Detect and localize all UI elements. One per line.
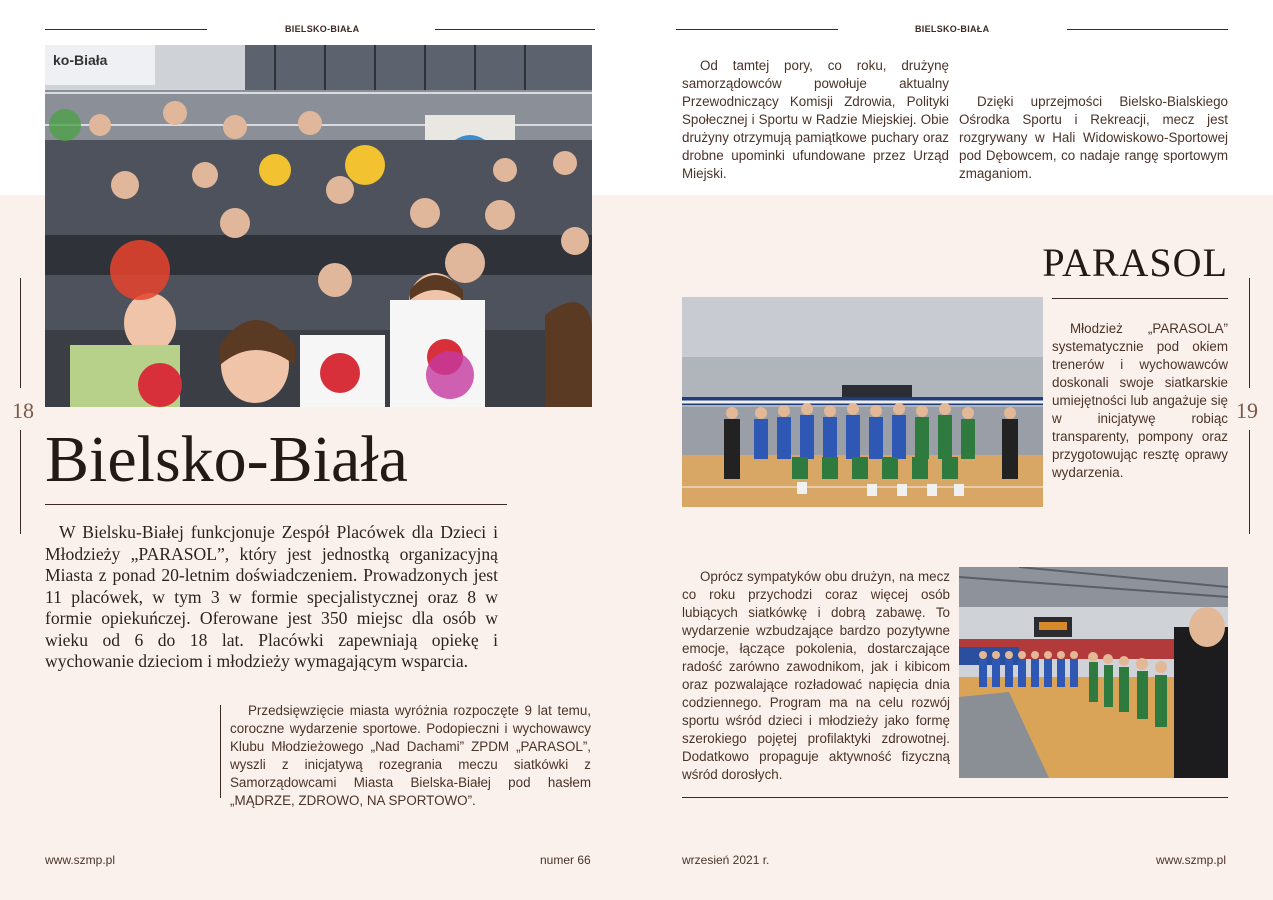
header-rule-right xyxy=(1067,29,1228,30)
page-marker-rule-top xyxy=(20,278,21,388)
lead-paragraph: W Bielsku-Białej funkcjonuje Zespół Placówek dla Dzieci i Młodzieży „PARASOL”, który jest jednostką organizacyjną Miasta z ponad 20-letnim doświadczeniem. Prowadzonych jest 11 placówek, w tym 3 w formie specjalistycznej oraz 8 w formie opiekuńczej. Oferowane jest 350 miejsc dla osób w wieku od 6 do 18 lat. Placówki zapewniają opiekę i wychowanie dzieciom i młodzieży wymagającym wsparcia. xyxy=(45,522,498,671)
page-marker-rule-bottom xyxy=(1249,430,1250,534)
paragraph-2: Przedsięwzięcie miasta wyróżnia rozpoczęte 9 lat temu, coroczne wydarzenie sportowe. Podopieczni i wychowawcy Klubu Młodzieżowego „Nad Dachami” ZPDM „PARASOL”, wyszli z inicjatywą rozegrania meczu siatkówki z Samorządowcami Miasta Bielska-Białej pod hasłem „MĄDRZE, ZDROWO, NA SPORTOWO”. xyxy=(230,703,591,808)
paragraph-side-rule xyxy=(220,705,221,798)
match-photo xyxy=(959,567,1228,778)
footer-website: www.szmp.pl xyxy=(45,853,116,867)
page-number: 19 xyxy=(1236,398,1258,423)
header-rule-left xyxy=(676,29,838,30)
bottom-rule xyxy=(682,797,1228,798)
top-column-1: Od tamtej pory, co roku, drużynę samorządowców powołuje aktualny Przewodniczący Komisji Zdrowia, Polityki Społecznej i Sportu w Radzie Miejskiej. Obie drużyny otrzymują pamiątkowe puchary oraz drobne upominki ufundowane przez Urząd Miejski. xyxy=(682,58,949,181)
section-heading-rule xyxy=(1052,298,1228,299)
header-rule-left xyxy=(45,29,207,30)
section-heading: PARASOL xyxy=(1042,240,1228,285)
top-column-2: Dzięki uprzejmości Bielsko-Bialskiego Ośrodka Sportu i Rekreacji, mecz jest rozgrywany w Hali Widowiskowo-Sportowej pod Dębowcem, co nadaje rangę sportowym zmaganiom. xyxy=(959,94,1228,181)
running-head: BIELSKO-BIAŁA xyxy=(915,24,990,34)
footer-date: wrzesień 2021 r. xyxy=(682,853,770,867)
footer-website: www.szmp.pl xyxy=(1156,853,1227,867)
page-marker-rule-top xyxy=(1249,278,1250,388)
header-rule-right xyxy=(435,29,595,30)
running-head: BIELSKO-BIAŁA xyxy=(285,24,360,34)
footer-issue: numer 66 xyxy=(540,853,591,867)
parasol-text: Młodzież „PARASOLA” systematycznie pod okiem trenerów i wychowawców doskonali swoje siatkarskie umiejętności lub angażuje się w inicjatywę robiąc transparenty, pompony oraz przygotowując resztę oprawy wydarzenia. xyxy=(1052,321,1228,480)
page-number: 18 xyxy=(12,398,34,423)
page-title: Bielsko-Biała xyxy=(45,423,408,496)
title-underline xyxy=(45,504,507,505)
team-photo xyxy=(682,297,1043,507)
crowd-photo xyxy=(45,45,592,407)
bottom-text: Oprócz sympatyków obu drużyn, na mecz co roku przychodzi coraz więcej osób lubiących siatkówkę i dobrą zabawę. To wydarzenie wzbudzające bardzo pozytywne emocje, łączące pokolenia, dostarczające radość zarówno zawodnikom, jak i kibicom oraz pozwalające rozładować napięcia dnia codziennego. Program ma na celu rozwój sportu wśród dzieci i młodzieży jako formę szerokiego pojętej profilaktyki zdrowotnej. Dodatkowo propaguje aktywność fizyczną wśród dorosłych. xyxy=(682,569,950,782)
banner-text: ko-Biała xyxy=(53,52,108,68)
page-marker-rule-bottom xyxy=(20,430,21,534)
